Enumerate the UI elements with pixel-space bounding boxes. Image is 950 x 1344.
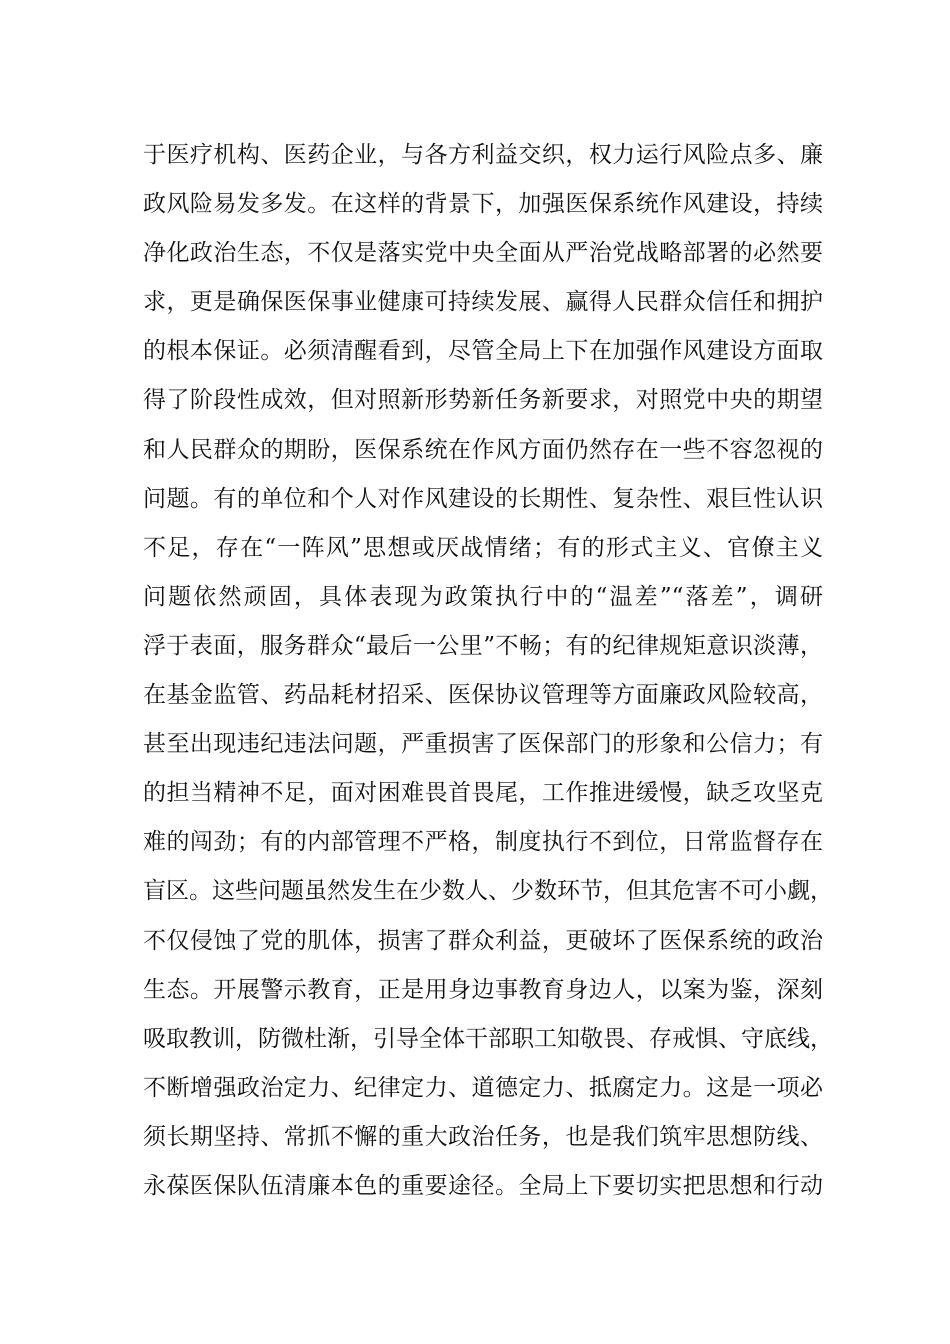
text-line-16: 盲区。这些问题虽然发生在少数人、少数环节，但其危害不可小觑， bbox=[143, 878, 833, 905]
text-line-15: 难的闯劲；有的内部管理不严格，制度执行不到位，日常监督存在 bbox=[143, 829, 823, 856]
text-line-13: 甚至出现违纪违法问题，严重损害了医保部门的形象和公信力；有 bbox=[143, 731, 823, 758]
text-line-21: 须长期坚持、常抓不懈的重大政治任务，也是我们筑牢思想防线、 bbox=[143, 1123, 823, 1150]
text-line-6: 得了阶段性成效，但对照新形势新任务新要求，对照党中央的期望 bbox=[143, 387, 823, 414]
text-line-14: 的担当精神不足，面对困难畏首畏尾，工作推进缓慢，缺乏攻坚克 bbox=[143, 780, 823, 807]
text-line-9: 不足，存在“一阵风”思想或厌战情绪；有的形式主义、官僚主义 bbox=[143, 534, 823, 561]
text-line-2: 政风险易发多发。在这样的背景下，加强医保系统作风建设，持续 bbox=[143, 191, 823, 218]
text-line-20: 不断增强政治定力、纪律定力、道德定力、抵腐定力。这是一项必 bbox=[143, 1074, 823, 1101]
text-line-3: 净化政治生态，不仅是落实党中央全面从严治党战略部署的必然要 bbox=[143, 240, 823, 267]
text-line-12: 在基金监管、药品耗材招采、医保协议管理等方面廉政风险较高， bbox=[143, 682, 823, 709]
text-line-17: 不仅侵蚀了党的肌体，损害了群众利益，更破坏了医保系统的政治 bbox=[143, 927, 823, 954]
text-line-7: 和人民群众的期盼，医保系统在作风方面仍然存在一些不容忽视的 bbox=[143, 436, 823, 463]
text-line-1: 于医疗机构、医药企业，与各方利益交织，权力运行风险点多、廉 bbox=[143, 142, 823, 168]
text-line-10: 问题依然顽固，具体表现为政策执行中的“温差”“落差”，调研 bbox=[143, 583, 823, 610]
text-line-18: 生态。开展警示教育，正是用身边事教育身边人，以案为鉴，深刻 bbox=[143, 976, 823, 1003]
text-line-5: 的根本保证。必须清醒看到，尽管全局上下在加强作风建设方面取 bbox=[143, 338, 823, 365]
body-paragraph bbox=[143, 131, 833, 1211]
text-line-8: 问题。有的单位和个人对作风建设的长期性、复杂性、艰巨性认识 bbox=[143, 485, 823, 512]
text-line-11: 浮于表面，服务群众“最后一公里”不畅；有的纪律规矩意识淡薄， bbox=[143, 632, 823, 659]
text-line-22: 永葆医保队伍清廉本色的重要途径。全局上下要切实把思想和行动 bbox=[143, 1172, 823, 1199]
text-line-4: 求，更是确保医保事业健康可持续发展、赢得人民群众信任和拥护 bbox=[143, 289, 823, 316]
text-line-19: 吸取教训，防微杜渐，引导全体干部职工知敬畏、存戒惧、守底线， bbox=[143, 1025, 833, 1052]
